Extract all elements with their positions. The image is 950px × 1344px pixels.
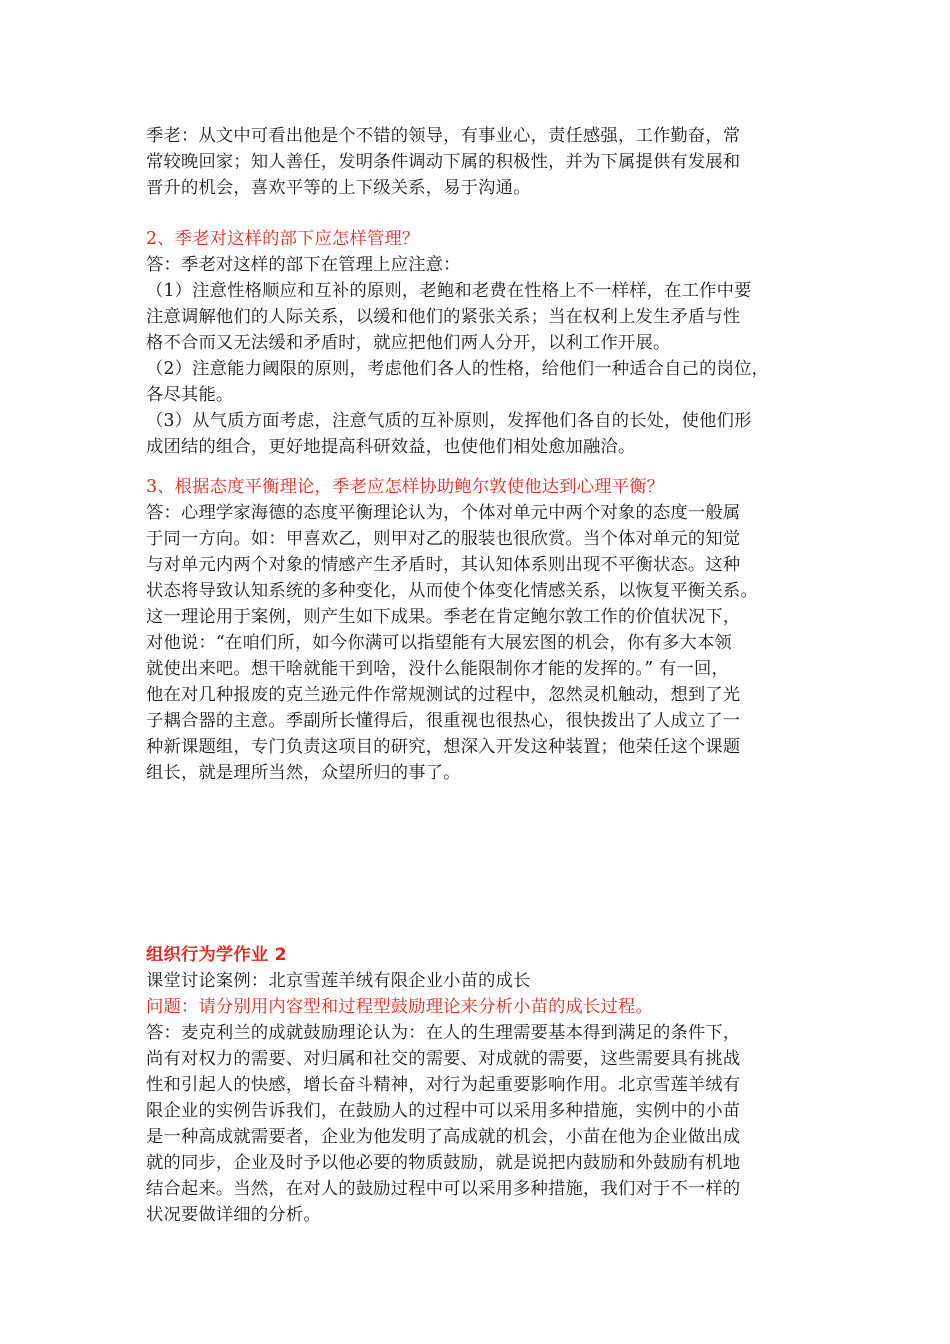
question3-section (146, 474, 814, 786)
assignment2-line: 结合起来。当然，在对人的鼓励过程中可以采用多种措施，我们对于不一样的 (146, 1179, 741, 1199)
section1-line: 季老：从文中可看出他是个不错的领导，有事业心，责任感强，工作勤奋，常 (146, 126, 741, 146)
question2-line: 格不合而又无法缓和矛盾时，就应把他们两人分开，以利工作开展。 (146, 333, 671, 353)
question3-line: 答：心理学家海德的态度平衡理论认为，个体对单元中两个对象的态度一般属 (146, 503, 741, 523)
assignment2-line: 性和引起人的快感，增长奋斗精神，对行为起重要影响作用。北京雪莲羊绒有 (146, 1075, 741, 1095)
assignment2-line: 答：麦克利兰的成就鼓励理论认为：在人的生理需要基本得到满足的条件下， (146, 1023, 741, 1043)
question2-line: 成团结的组合，更好地提高科研效益，也使他们相处愈加融洽。 (146, 437, 636, 457)
question2-line: 答：季老对这样的部下在管理上应注意： (146, 255, 461, 275)
assignment2-title: 组织行为学作业 2 (146, 945, 287, 965)
question3-line: 状态将导致认知系统的多种变化，从而使个体变化情感关系，以恢复平衡关系。 (146, 581, 758, 601)
assignment2-line: 是一种高成就需要者，企业为他发明了高成就的机会，小苗在他为企业做出成 (146, 1127, 741, 1147)
assignment2-question: 问题：请分别用内容型和过程型鼓励理论来分析小苗的成长过程。 (146, 997, 653, 1017)
assignment2-line: 尚有对权力的需要、对归属和社交的需要、对成就的需要，这些需要具有挑战 (146, 1049, 741, 1069)
question3-line: 组长，就是理所当然，众望所归的事了。 (146, 763, 461, 783)
assignment2-line: 就的同步，企业及时予以他必要的物质鼓励，就是说把内鼓励和外鼓励有机地 (146, 1153, 741, 1173)
question3-line: 于同一方向。如：甲喜欢乙，则甲对乙的服装也很欣赏。当个体对单元的知觉 (146, 529, 741, 549)
assignment2-line: 状况要做详细的分析。 (146, 1205, 321, 1225)
assignment2-line: 限企业的实例告诉我们，在鼓励人的过程中可以采用多种措施，实例中的小苗 (146, 1101, 741, 1121)
question2-line: （2）注意能力阈限的原则，考虑他们各人的性格，给他们一种适合自己的岗位， (146, 359, 770, 379)
question3-line: 种新课题组，专门负责这项目的研究，想深入开发这种装置；他荣任这个课题 (146, 737, 741, 757)
section1-line: 晋升的机会，喜欢平等的上下级关系，易于沟通。 (146, 178, 531, 198)
question2-heading: 2、季老对这样的部下应怎样管理？ (146, 229, 420, 249)
question2-line: （3）从气质方面考虑，注意气质的互补原则，发挥他们各自的长处，使他们形 (146, 411, 752, 431)
question3-heading: 3、根据态度平衡理论，季老应怎样协助鲍尔敦使他达到心理平衡？ (146, 477, 665, 497)
question2-line: 注意调解他们的人际关系，以缓和他们的紧张关系；当在权利上发生矛盾与性 (146, 307, 741, 327)
assignment2-section (146, 942, 814, 1228)
section1-paragraph (146, 123, 814, 201)
question2-section (146, 226, 814, 460)
question2-line: 各尽其能。 (146, 385, 234, 405)
question3-line: 这一理论用于案例，则产生如下成果。季老在肯定鲍尔敦工作的价值状况下， (146, 607, 741, 627)
assignment2-case: 课堂讨论案例：北京雪莲羊绒有限企业小苗的成长 (146, 971, 531, 991)
question3-line: 子耦合器的主意。季副所长懂得后，很重视也很热心，很快拨出了人成立了一 (146, 711, 741, 731)
question2-line: （1）注意性格顺应和互补的原则，老鲍和老费在性格上不一样样，在工作中要 (146, 281, 752, 301)
question3-line: 他在对几种报废的克兰逊元件作常规测试的过程中，忽然灵机触动，想到了光 (146, 685, 741, 705)
question3-line: 就使出来吧。想干啥就能干到啥，没什么能限制你才能的发挥的。” 有一回， (146, 659, 729, 679)
section1-line: 常较晚回家；知人善任，发明条件调动下属的积极性，并为下属提供有发展和 (146, 152, 741, 172)
question3-line: 对他说：“在咱们所，如今你满可以指望能有大展宏图的机会，你有多大本领 (146, 633, 732, 653)
question3-line: 与对单元内两个对象的情感产生矛盾时，其认知体系则出现不平衡状态。这种 (146, 555, 741, 575)
